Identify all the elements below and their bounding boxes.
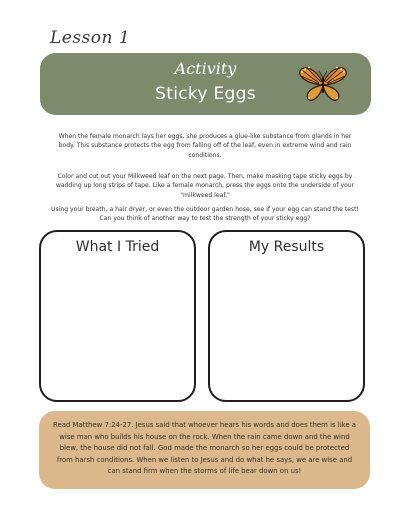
- activity-kicker: Activity: [174, 59, 237, 78]
- lesson-heading: Lesson 1: [50, 28, 131, 48]
- what-i-tried-label: What I Tried: [75, 239, 160, 255]
- my-results-box: [208, 230, 365, 402]
- my-results-label: My Results: [248, 239, 325, 255]
- scripture-footer: [39, 411, 370, 489]
- scripture-text: Read Matthew 7:24-27. Jesus said that whoever hears his words and does them is like a wise man who builds his house on the rock. When the rain came down and the wind blew, the house did not fall. God made the monarch so her eggs could be protected from harsh conditions. When we listen to Jesus and do what he says, we are wise and can stand firm when the storms of life bear down on us!: [52, 421, 356, 475]
- what-i-tried-box: [39, 230, 196, 402]
- butterfly-icon: [297, 63, 349, 105]
- intro-paragraph-1: When the female monarch lays her eggs, she produces a glue-like substance from glands in her body. This substance protects the egg from falling off of the leaf, even in extreme wind and rain conditions.: [58, 133, 352, 159]
- intro-paragraph-3: Using your breath, a hair dryer, or even the outdoor garden hose, see if your egg can stand the test! Can you think of another way to test the strength of your sticky egg?: [51, 206, 359, 223]
- intro-paragraph-2: Color and cut out your Milkweed leaf on the next page. Then, make masking tape sticky eggs by wadding up long strips of tape. Like a female monarch, press the eggs onto the underside of your "milkweed leaf.": [55, 173, 355, 199]
- activity-banner: [40, 53, 371, 115]
- activity-title: Sticky Eggs: [155, 84, 256, 104]
